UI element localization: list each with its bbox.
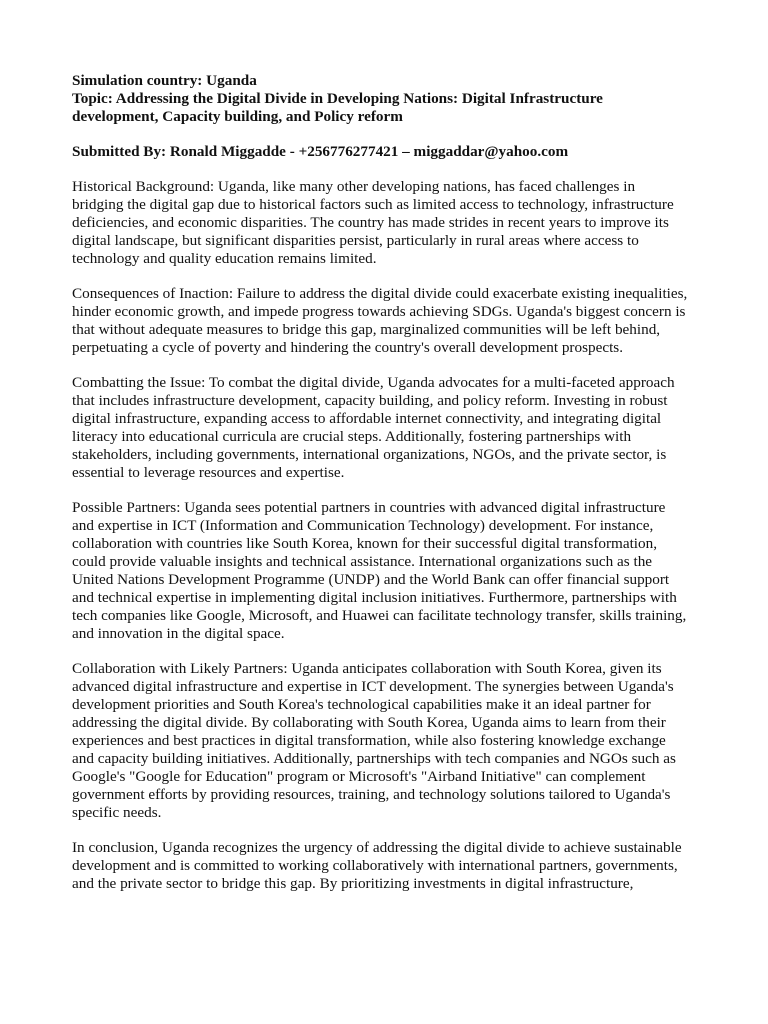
paragraph-possible-partners: Possible Partners: Uganda sees potential partners in countries with advanced digital infrastructure and expertise in ICT (Information and Communication Technology) development. For instance, collaboration with countries like South Korea, known for their successful digital transformation, could provide valuable insights and technical assistance. International organizations such as the United Nations Development Programme (UNDP) and the World Bank can offer financial support and technical expertise in implementing digital inclusion initiatives. Furthermore, partnerships with tech companies like Google, Microsoft, and Huawei can facilitate technology transfer, skills training, and innovation in the digital space.: [72, 499, 687, 642]
spacer: [72, 161, 690, 178]
paragraph-collaboration: Collaboration with Likely Partners: Uganda anticipates collaboration with South Korea, given its advanced digital infrastructure and expertise in ICT development. The synergies between Uganda's development priorities and South Korea's technological capabilities make it an ideal partner for addressing the digital divide. By collaborating with South Korea, Uganda aims to learn from their experiences and best practices in digital transformation, while also fostering knowledge exchange and capacity building initiatives. Additionally, partnerships with tech companies and NGOs such as Google's "Google for Education" program or Microsoft's "Airband Initiative" can complement government efforts by providing resources, training, and technology solutions tailored to Uganda's specific needs.: [72, 660, 676, 821]
topic-text: Addressing the Digital Divide in Developing Nations: Digital Infrastructure development, Capacity building, and Policy reform: [72, 90, 603, 125]
submitted-by: Submitted By: Ronald Miggadde - +256776277421 – miggaddar@yahoo.com: [72, 143, 569, 160]
topic-line: [72, 90, 690, 126]
paragraph-historical-background: Historical Background: Uganda, like many other developing nations, has faced challenges in bridging the digital gap due to historical factors such as limited access to technology, infrastructure deficiencies, and economic disparities. The country has made strides in recent years to improve its digital landscape, but significant disparities persist, particularly in rural areas where access to technology and quality education remains limited.: [72, 178, 674, 267]
simulation-country: Simulation country: Uganda: [72, 72, 257, 89]
paragraph-combatting-the-issue: Combatting the Issue: To combat the digital divide, Uganda advocates for a multi-faceted approach that includes infrastructure development, capacity building, and policy reform. Investing in robust digital infrastructure, expanding access to affordable internet connectivity, and integrating digital literacy into educational curricula are crucial steps. Additionally, fostering partnerships with stakeholders, including governments, international organizations, NGOs, and the private sector, is essential to leverage resources and expertise.: [72, 374, 675, 481]
document-page: [72, 72, 690, 910]
paragraph-consequences-of-inaction: Consequences of Inaction: Failure to address the digital divide could exacerbate existing inequalities, hinder economic growth, and impede progress towards achieving SDGs. Uganda's biggest concern is that without adequate measures to bridge this gap, marginalized communities will be left behind, perpetuating a cycle of poverty and hindering the country's overall development prospects.: [72, 285, 688, 356]
spacer: [72, 126, 690, 143]
paragraph-conclusion: In conclusion, Uganda recognizes the urgency of addressing the digital divide to achieve sustainable development and is committed to working collaboratively with international partners, governments, and the private sector to bridge this gap. By prioritizing investments in digital infrastructure,: [72, 839, 682, 892]
topic-label: Topic:: [72, 90, 113, 107]
